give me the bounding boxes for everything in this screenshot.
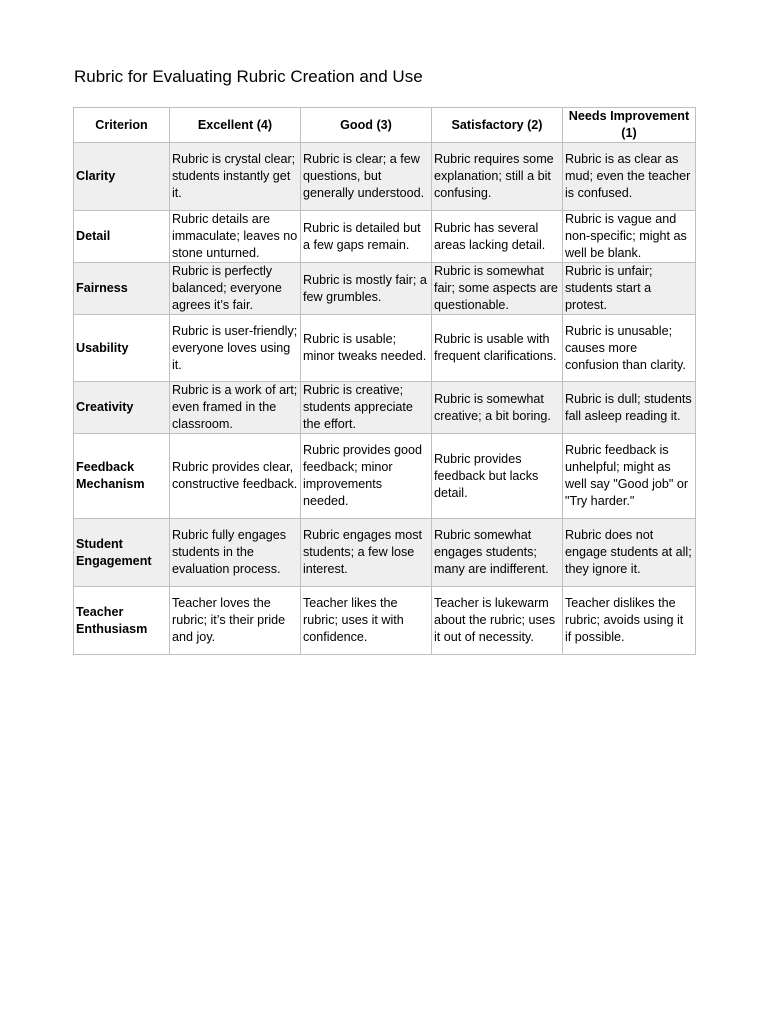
criterion-cell: Clarity [74,143,170,211]
criterion-cell: Feedback Mechanism [74,434,170,519]
header-good: Good (3) [301,108,432,143]
good-cell: Rubric is creative; students appreciate the effort. [301,382,432,434]
criterion-cell: Usability [74,315,170,382]
table-row [74,519,696,587]
table-row [74,263,696,315]
needs-improvement-cell: Rubric is as clear as mud; even the teacher is confused. [563,143,696,211]
criterion-cell: Teacher Enthusiasm [74,587,170,655]
good-cell: Rubric engages most students; a few lose interest. [301,519,432,587]
page-title: Rubric for Evaluating Rubric Creation and Use [74,67,423,86]
satisfactory-cell: Rubric is somewhat creative; a bit boring. [432,382,563,434]
satisfactory-cell: Teacher is lukewarm about the rubric; uses it out of necessity. [432,587,563,655]
good-cell: Teacher likes the rubric; uses it with confidence. [301,587,432,655]
table-row [74,211,696,263]
satisfactory-cell: Rubric somewhat engages students; many are indifferent. [432,519,563,587]
satisfactory-cell: Rubric has several areas lacking detail. [432,211,563,263]
satisfactory-cell: Rubric is somewhat fair; some aspects are questionable. [432,263,563,315]
header-satisfactory: Satisfactory (2) [432,108,563,143]
good-cell: Rubric is detailed but a few gaps remain. [301,211,432,263]
header-criterion: Criterion [74,108,170,143]
needs-improvement-cell: Rubric does not engage students at all; they ignore it. [563,519,696,587]
needs-improvement-cell: Rubric is dull; students fall asleep reading it. [563,382,696,434]
header-row [74,108,696,143]
excellent-cell: Rubric is crystal clear; students instantly get it. [170,143,301,211]
excellent-cell: Rubric fully engages students in the evaluation process. [170,519,301,587]
criterion-cell: Detail [74,211,170,263]
needs-improvement-cell: Rubric is unfair; students start a protest. [563,263,696,315]
good-cell: Rubric is clear; a few questions, but generally understood. [301,143,432,211]
satisfactory-cell: Rubric provides feedback but lacks detail. [432,434,563,519]
excellent-cell: Rubric provides clear, constructive feedback. [170,434,301,519]
excellent-cell: Rubric details are immaculate; leaves no stone unturned. [170,211,301,263]
criterion-cell: Fairness [74,263,170,315]
excellent-cell: Rubric is perfectly balanced; everyone agrees it’s fair. [170,263,301,315]
good-cell: Rubric provides good feedback; minor improvements needed. [301,434,432,519]
excellent-cell: Rubric is a work of art; even framed in the classroom. [170,382,301,434]
table-row [74,143,696,211]
good-cell: Rubric is mostly fair; a few grumbles. [301,263,432,315]
table-row [74,382,696,434]
table-row [74,587,696,655]
table-row [74,434,696,519]
criterion-cell: Creativity [74,382,170,434]
good-cell: Rubric is usable; minor tweaks needed. [301,315,432,382]
excellent-cell: Rubric is user-friendly; everyone loves using it. [170,315,301,382]
needs-improvement-cell: Teacher dislikes the rubric; avoids using it if possible. [563,587,696,655]
header-needs-improvement: Needs Improvement (1) [563,108,696,143]
satisfactory-cell: Rubric requires some explanation; still a bit confusing. [432,143,563,211]
needs-improvement-cell: Rubric is vague and non-specific; might as well be blank. [563,211,696,263]
needs-improvement-cell: Rubric is unusable; causes more confusion than clarity. [563,315,696,382]
rubric-table [73,107,696,655]
needs-improvement-cell: Rubric feedback is unhelpful; might as well say "Good job" or "Try harder." [563,434,696,519]
satisfactory-cell: Rubric is usable with frequent clarifications. [432,315,563,382]
criterion-cell: Student Engagement [74,519,170,587]
table-row [74,315,696,382]
excellent-cell: Teacher loves the rubric; it’s their pride and joy. [170,587,301,655]
header-excellent: Excellent (4) [170,108,301,143]
